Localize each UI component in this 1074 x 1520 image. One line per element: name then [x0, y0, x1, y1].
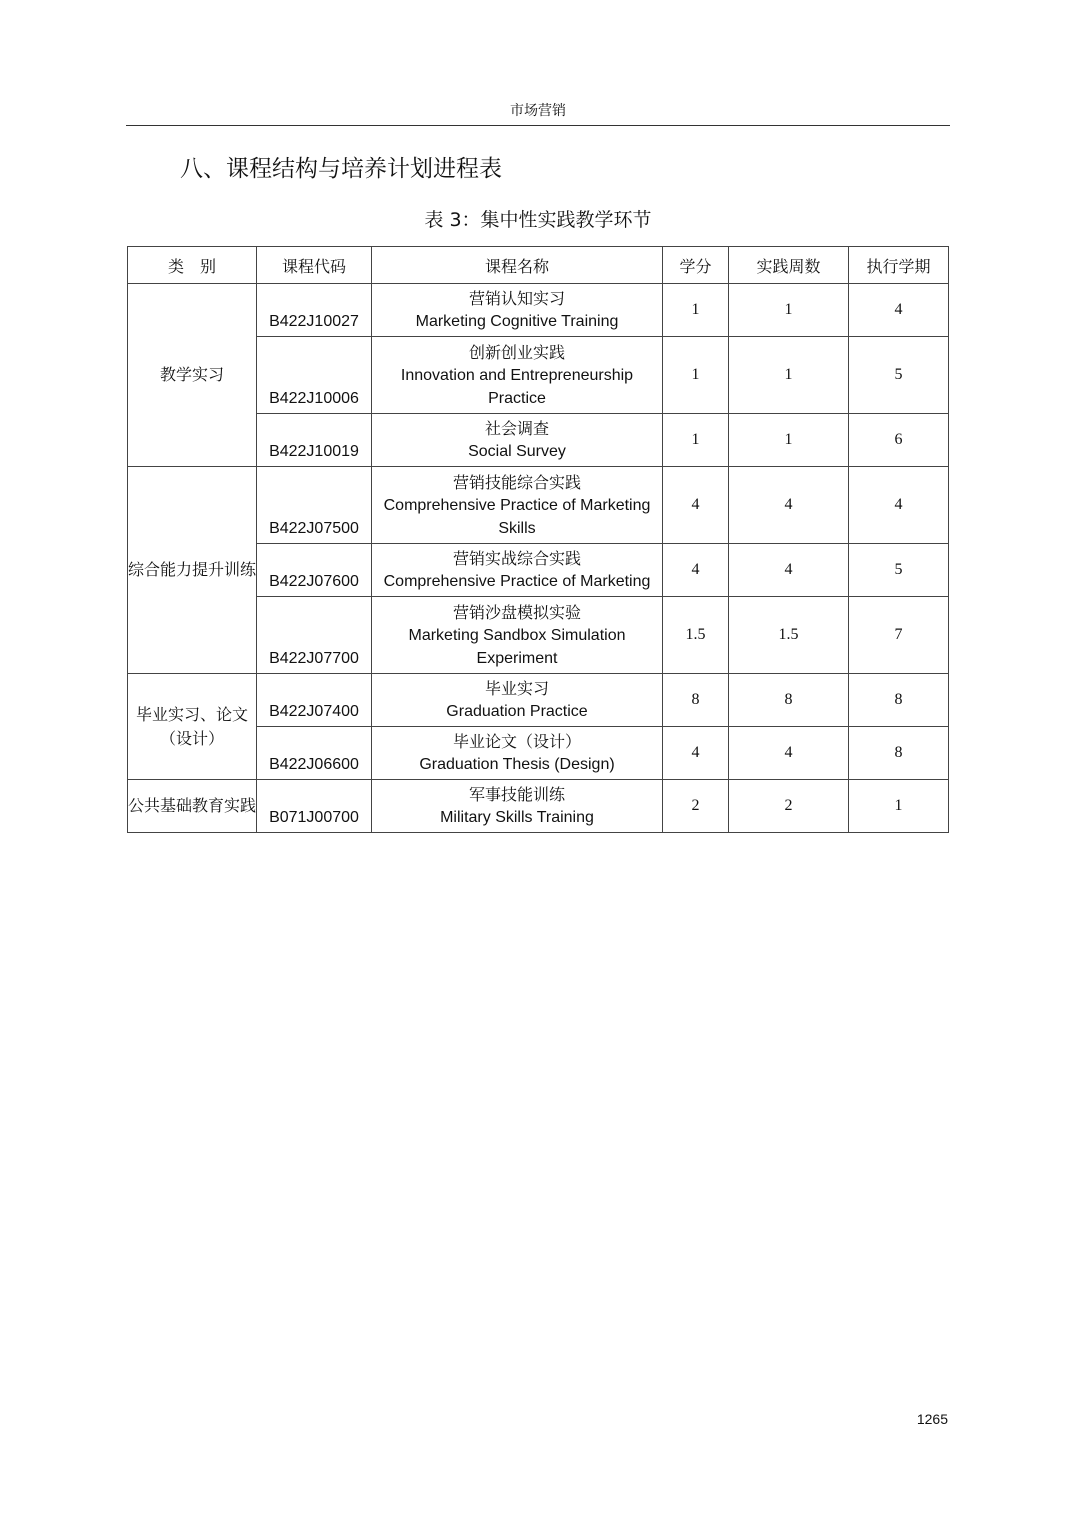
column-header-semester: 执行学期 — [849, 247, 949, 284]
table-row — [128, 780, 949, 833]
course-name-en: Marketing Sandbox Simulation Experiment — [408, 626, 626, 667]
section-title: 八、课程结构与培养计划进程表 — [180, 156, 502, 182]
course-name-en: Comprehensive Practice of Marketing Skills — [383, 496, 651, 537]
category-cell: 综合能力提升训练 — [128, 467, 257, 674]
table-row — [128, 284, 949, 337]
practice-weeks: 4 — [729, 727, 849, 780]
semester: 7 — [849, 597, 949, 674]
semester: 4 — [849, 284, 949, 337]
column-header-category: 类 别 — [128, 247, 257, 284]
column-header-name: 课程名称 — [372, 247, 663, 284]
running-header: 市场营销 — [126, 100, 950, 126]
course-name-en: Social Survey — [468, 443, 566, 460]
table-caption: 表 3：集中性实践教学环节 — [424, 209, 652, 231]
semester: 8 — [849, 674, 949, 727]
category-cell: 教学实习 — [128, 284, 257, 467]
course-name-zh: 毕业实习 — [484, 679, 549, 698]
course-name-zh: 军事技能训练 — [468, 785, 565, 804]
column-header-credits: 学分 — [663, 247, 729, 284]
semester: 5 — [849, 544, 949, 597]
semester: 4 — [849, 467, 949, 544]
course-name-en: Innovation and Entrepreneurship Practice — [400, 366, 634, 407]
semester: 5 — [849, 337, 949, 414]
practice-weeks: 1 — [729, 284, 849, 337]
course-name-en: Marketing Cognitive Training — [415, 313, 619, 330]
category-cell: 毕业实习、论文（设计） — [128, 674, 257, 780]
course-name — [372, 284, 663, 337]
practice-weeks: 8 — [729, 674, 849, 727]
credits: 1 — [663, 284, 729, 337]
course-name — [372, 674, 663, 727]
course-name — [372, 414, 663, 467]
course-name — [372, 337, 663, 414]
course-code: B422J07600 — [257, 544, 372, 597]
course-code: B422J07700 — [257, 597, 372, 674]
credits: 4 — [663, 467, 729, 544]
course-code: B422J06600 — [257, 727, 372, 780]
course-name — [372, 597, 663, 674]
course-name-zh: 社会调查 — [484, 419, 549, 438]
practice-table — [127, 246, 949, 833]
credits: 1.5 — [663, 597, 729, 674]
column-header-weeks: 实践周数 — [729, 247, 849, 284]
course-name-zh: 营销沙盘模拟实验 — [452, 602, 581, 622]
course-name-en: Military Skills Training — [440, 809, 594, 826]
semester: 1 — [849, 780, 949, 833]
table-row — [128, 674, 949, 727]
column-header-code: 课程代码 — [257, 247, 372, 284]
course-code: B422J10019 — [257, 414, 372, 467]
practice-weeks: 1 — [729, 337, 849, 414]
semester: 6 — [849, 414, 949, 467]
practice-weeks: 4 — [729, 467, 849, 544]
practice-weeks: 4 — [729, 544, 849, 597]
course-name — [372, 780, 663, 833]
credits: 4 — [663, 544, 729, 597]
course-name-en: Graduation Practice — [446, 703, 588, 720]
credits: 2 — [663, 780, 729, 833]
course-code: B071J00700 — [257, 780, 372, 833]
credits: 1 — [663, 414, 729, 467]
course-name-zh: 创新创业实践 — [468, 342, 565, 362]
semester: 8 — [849, 727, 949, 780]
course-name-zh: 营销实战综合实践 — [452, 549, 581, 568]
course-name-zh: 营销认知实习 — [468, 289, 565, 308]
practice-weeks: 2 — [729, 780, 849, 833]
credits: 8 — [663, 674, 729, 727]
course-code: B422J07500 — [257, 467, 372, 544]
practice-weeks: 1 — [729, 414, 849, 467]
category-cell: 公共基础教育实践 — [128, 780, 257, 833]
credits: 4 — [663, 727, 729, 780]
course-name-zh: 营销技能综合实践 — [452, 472, 581, 492]
course-name-en: Graduation Thesis (Design) — [419, 756, 615, 773]
table-row — [128, 467, 949, 544]
practice-weeks: 1.5 — [729, 597, 849, 674]
course-code: B422J10006 — [257, 337, 372, 414]
course-code: B422J07400 — [257, 674, 372, 727]
course-name — [372, 544, 663, 597]
course-name — [372, 467, 663, 544]
course-code: B422J10027 — [257, 284, 372, 337]
credits: 1 — [663, 337, 729, 414]
course-name — [372, 727, 663, 780]
course-name-zh: 毕业论文（设计） — [452, 732, 581, 751]
page-number: 1265 — [916, 1411, 948, 1427]
table-header-row — [128, 247, 949, 284]
course-name-en: Comprehensive Practice of Marketing — [383, 573, 651, 590]
